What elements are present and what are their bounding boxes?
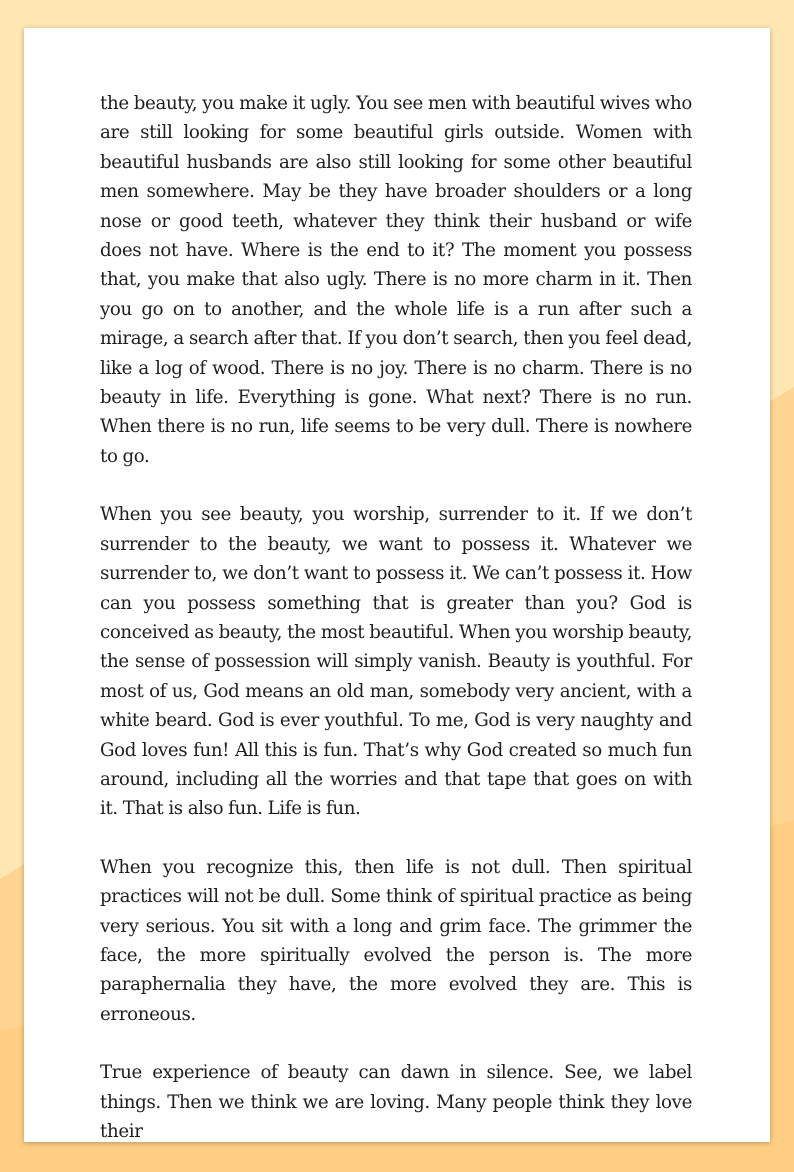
paragraph-3: When you recognize this, then life is not dull. Then spiritual practices will not be dull. Some think of spiritual practice as being very serious. You sit with a long and grim face. The grimmer the face, the more spiritually evolved the person is. The more paraphernalia they have, the more evolved they are. This is erroneous. <box>100 856 692 1025</box>
paragraph-2: When you see beauty, you worship, surrender to it. If we don’t surrender to the beauty, we want to possess it. Whatever we surrender to, we don’t want to possess it. We can’t possess it. How can you possess something that is greater than you? God is conceived as beauty, the most beautiful. When you worship beauty, the sense of possession will simply vanish. Beauty is youthful. For most of us, God means an old man, somebody very ancient, with a white beard. God is ever youthful. To me, God is very naughty and God loves fun! All this is fun. That’s why God created so much fun around, including all the worries and that tape that goes on with it. That is also fun. Life is fun. <box>100 504 692 820</box>
page-body <box>100 89 692 1146</box>
paragraph-4: True experience of beauty can dawn in silence. See, we label things. Then we think we are loving. Many people think they love their <box>100 1062 692 1142</box>
paragraph-1: the beauty, you make it ugly. You see men with beautiful wives who are still looking for some beautiful girls outside. Women with beautiful husbands are also still looking for some other beautiful men somewhere. May be they have broader shoulders or a long nose or good teeth, whatever they think their husband or wife does not have. Where is the end to it? The moment you possess that, you make that also ugly. There is no more charm in it. Then you go on to another, and the whole life is a run after such a mirage, a search after that. If you don’t search, then you feel dead, like a log of wood. There is no joy. There is no charm. There is no beauty in life. Everything is gone. What next? There is no run. When there is no run, life seems to be very dull. There is nowhere to go. <box>100 93 692 467</box>
document-page <box>24 28 770 1142</box>
